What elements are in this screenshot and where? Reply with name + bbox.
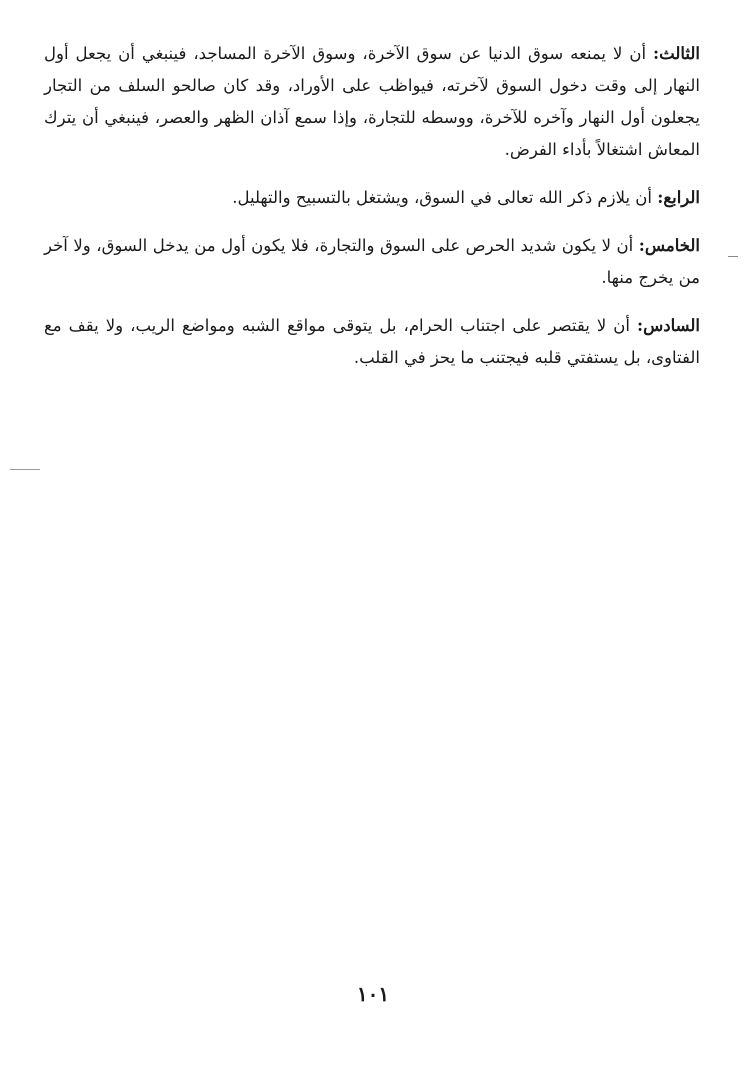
paragraph-sixth bbox=[44, 310, 700, 374]
paragraph-third bbox=[44, 38, 700, 166]
paragraph-lead: الرابع: bbox=[657, 188, 700, 207]
paragraph-lead: الخامس: bbox=[638, 236, 700, 255]
page-number: ١٠١ bbox=[356, 982, 390, 1006]
paragraph-lead: السادس: bbox=[637, 316, 700, 335]
margin-scan-line bbox=[10, 469, 40, 470]
paragraph-body: أن لا يكون شديد الحرص على السوق والتجارة، فلا يكون أول من يدخل السوق، ولا آخر من يخرج منها. bbox=[44, 236, 700, 287]
paragraph-fifth bbox=[44, 230, 700, 294]
paragraph-fourth bbox=[44, 182, 700, 214]
paragraph-body: أن لا يمنعه سوق الدنيا عن سوق الآخرة، وسوق الآخرة المساجد، فينبغي أن يجعل أول النهار إلى وقت دخول السوق لآخرته، فيواظب على الأوراد، وقد كان صالحو السلف من التجار يجعلون أول النهار وآخره للآخرة، ووسطه للتجارة، وإذا سمع آذان الظهر والعصر، فينبغي أن يترك المعاش اشتغالاً بأداء الفرض. bbox=[44, 44, 700, 159]
paragraph-body: أن يلازم ذكر الله تعالى في السوق، ويشتغل بالتسبيح والتهليل. bbox=[232, 188, 658, 207]
paragraph-lead: الثالث: bbox=[653, 44, 700, 63]
page-body-text bbox=[44, 38, 700, 390]
paragraph-body: أن لا يقتصر على اجتناب الحرام، بل يتوقى مواقع الشبه ومواضع الريب، ولا يقف مع الفتاوى، بل يستفتي قلبه فيجتنب ما يحز في القلب. bbox=[44, 316, 700, 367]
margin-dash-mark bbox=[728, 256, 738, 257]
